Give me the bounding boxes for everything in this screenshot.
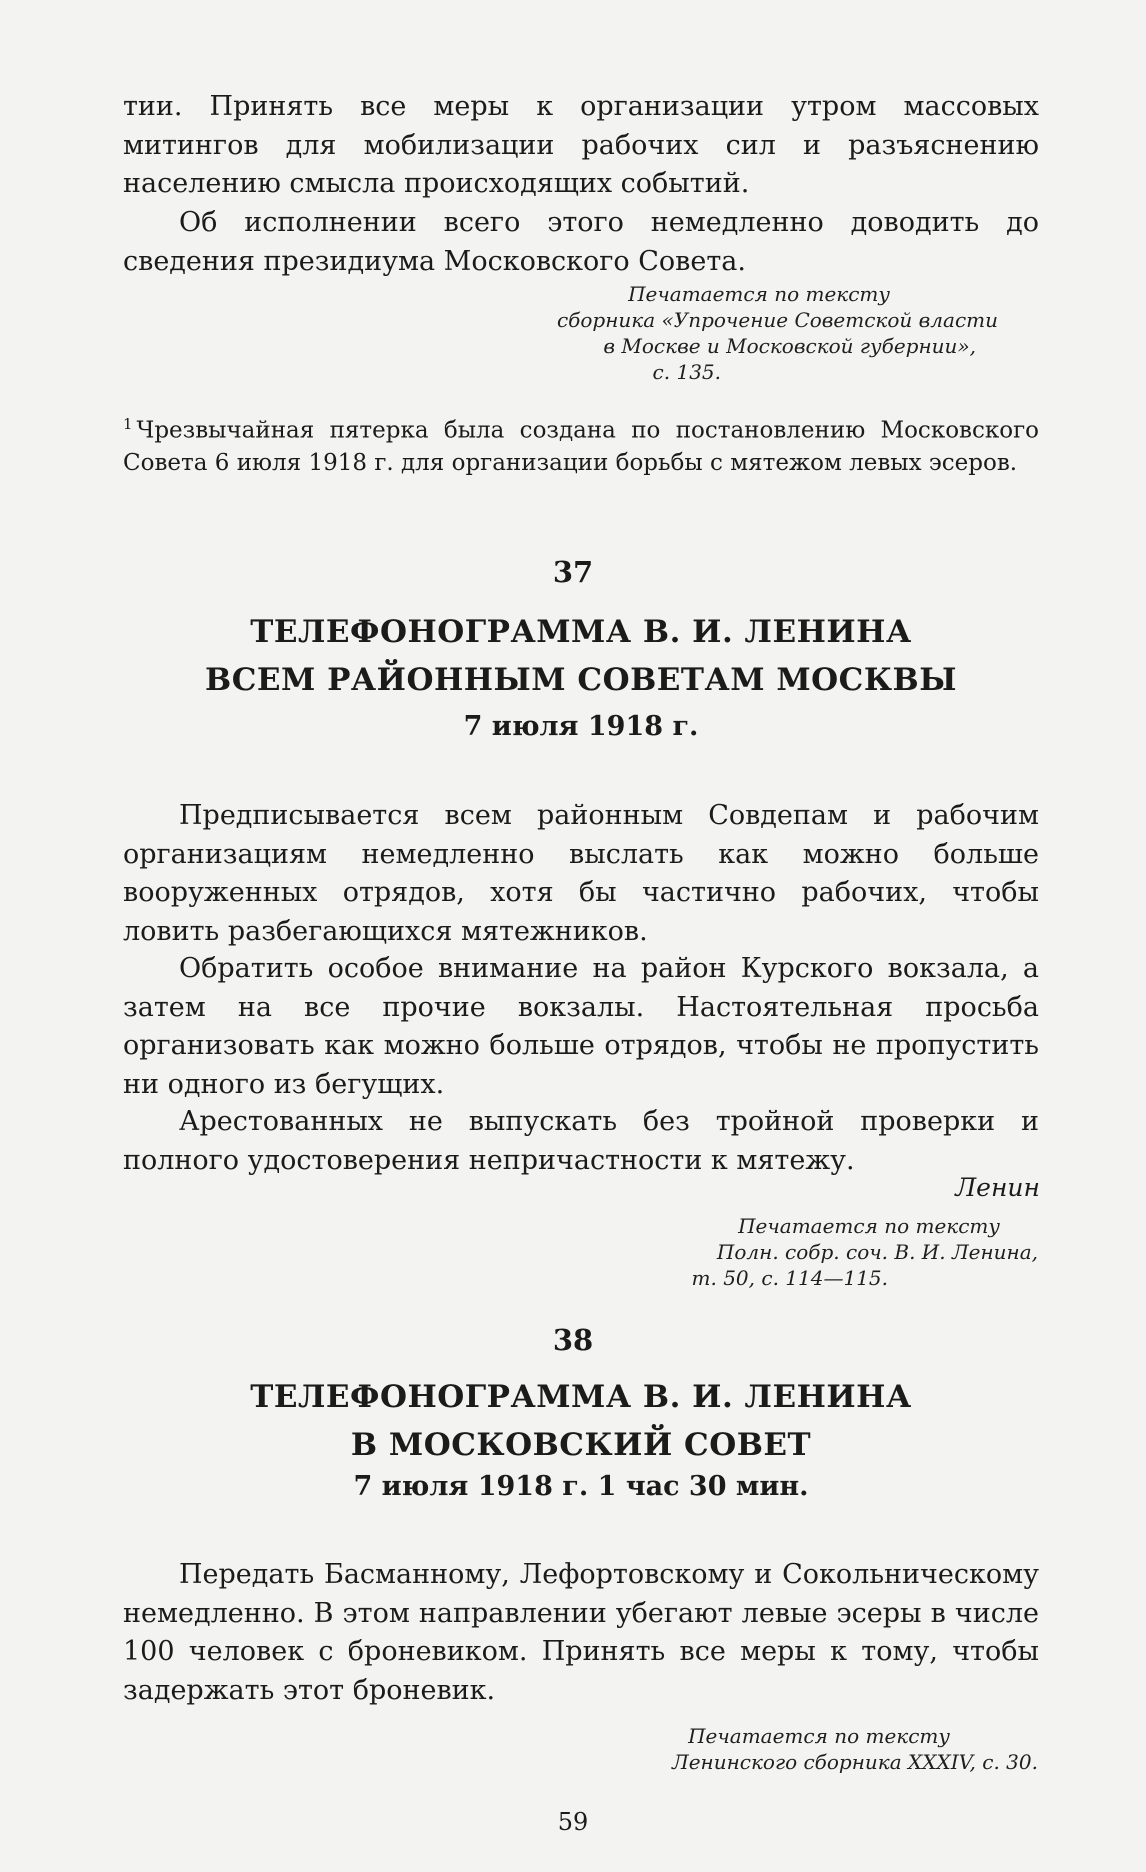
footnote — [123, 408, 1039, 479]
source-line: Печатается по тексту — [688, 1724, 950, 1748]
paragraph: Обратить особое внимание на район Курского вокзала, а затем на все прочие вокзалы. Настоятельная просьба организовать как можно больше отрядов, чтобы не пропустить ни одного из бегущих. — [123, 953, 1039, 1100]
source-line: с. 135. — [652, 360, 721, 384]
title-line: ТЕЛЕФОНОГРАММА В. И. ЛЕНИНА — [250, 1379, 912, 1415]
document-number: 38 — [552, 1323, 594, 1357]
source-line: т. 50, с. 114—115. — [691, 1266, 888, 1290]
source-line: Ленинского сборника XXXIV, с. 30. — [672, 1750, 1038, 1774]
footnote-mark: 1 — [123, 415, 133, 433]
source-note-doc38 — [672, 1723, 1038, 1775]
footnote-text: Чрезвычайная пятерка была создана по постановлению Московского Совета 6 июля 1918 г. для организации борьбы с мятежом левых эсеров. — [123, 417, 1039, 476]
document-date: 7 июля 1918 г. — [463, 711, 699, 742]
source-line: Полн. собр. соч. В. И. Ленина, — [716, 1240, 1038, 1264]
paragraph-continuation: тии. Принять все меры к организации утром массовых митингов для мобилизации рабочих сил и разъяснению населению смысла происходящих событий. — [123, 91, 1039, 199]
document-date: 7 июля 1918 г. 1 час 30 мин. — [353, 1471, 809, 1502]
document-number: 37 — [552, 555, 594, 589]
source-line: Печатается по тексту — [738, 1214, 1000, 1238]
title-line: ТЕЛЕФОНОГРАММА В. И. ЛЕНИНА — [250, 614, 912, 650]
page-number: 59 — [557, 1808, 589, 1836]
paragraph: Передать Басманному, Лефортовскому и Сокольническому немедленно. В этом направлении убегают левые эсеры в числе 100 человек с броневиком. Принять все меры к тому, чтобы задержать этот броневик. — [123, 1559, 1039, 1706]
title-line: В МОСКОВСКИЙ СОВЕТ — [350, 1427, 812, 1463]
document-title — [123, 1373, 1039, 1469]
source-line: сборника «Упрочение Советской власти — [556, 308, 998, 332]
paragraph: Предписывается всем районным Совдепам и рабочим организациям немедленно выслать как можно больше вооруженных отрядов, хотя бы частично рабочих, чтобы ловить разбегающихся мятежников. — [123, 800, 1039, 947]
source-line: в Москве и Московской губернии», — [603, 334, 976, 358]
source-line: Печатается по тексту — [628, 282, 890, 306]
source-note-doc37 — [692, 1213, 1038, 1291]
signature: Ленин — [955, 1173, 1040, 1202]
paragraph-execution-report: Об исполнении всего этого немедленно доводить до сведения президиума Московского Совета. — [123, 207, 1039, 277]
title-line: ВСЕМ РАЙОННЫМ СОВЕТАМ МОСКВЫ — [205, 662, 957, 698]
paragraph: Арестованных не выпускать без тройной проверки и полного удостоверения непричастности к мятежу. — [123, 1106, 1039, 1176]
document-title — [123, 608, 1039, 704]
source-note-top — [557, 281, 998, 385]
